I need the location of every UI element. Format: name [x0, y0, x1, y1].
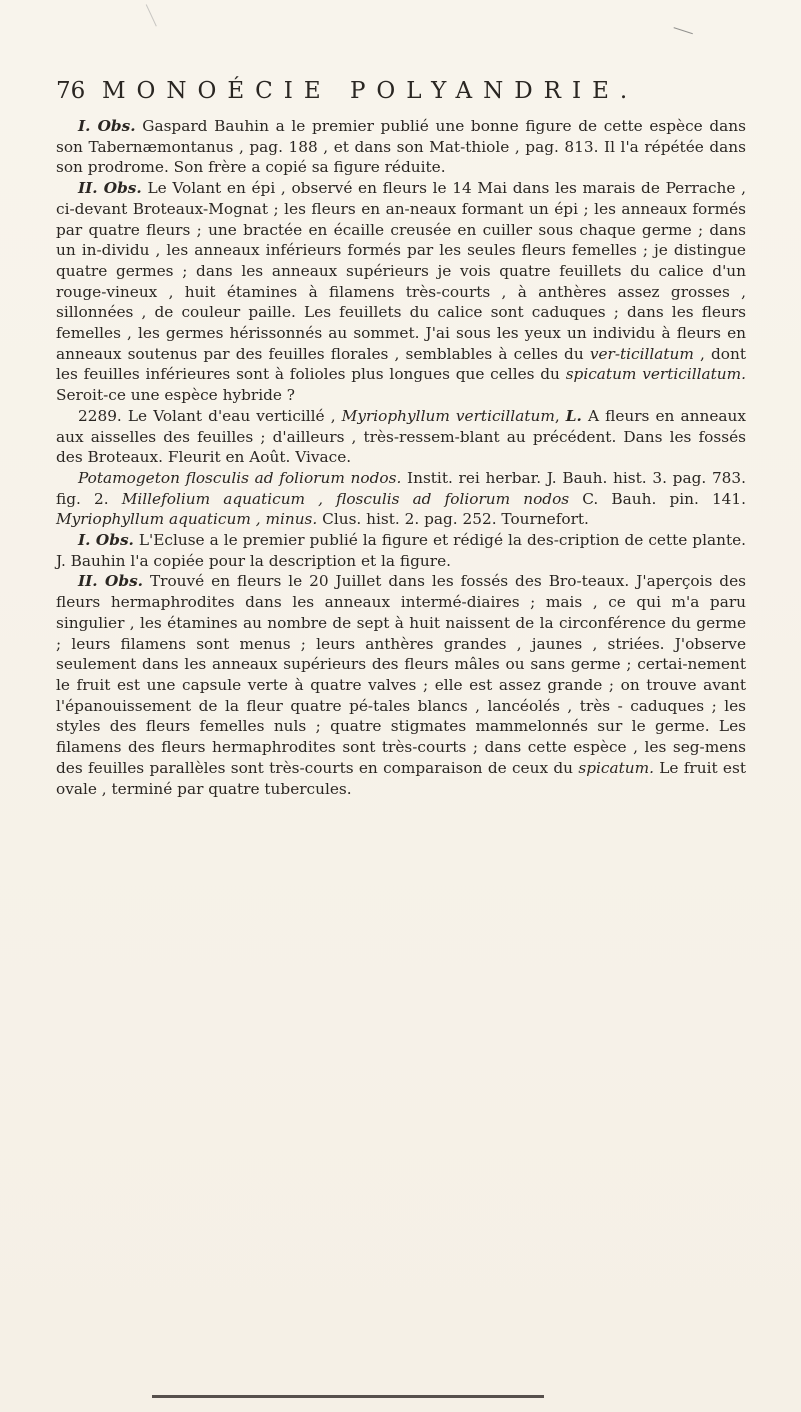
page-number: 76: [56, 78, 86, 104]
text-segment: Myriophyllum aquaticum , minus.: [56, 510, 318, 529]
text-segment: A fleurs en anneaux aux aisselles des feuilles ; d'ailleurs , très-ressem-blant au précédent. Dans les fossés des Broteaux. Fleurit en Août. Vivace.: [56, 406, 746, 467]
body-text: [56, 116, 746, 799]
text-segment: spicatum.: [578, 758, 654, 777]
margin-pen-mark: [671, 27, 693, 42]
paragraph: [56, 116, 746, 178]
text-segment: Seroit-ce une espèce hybride ?: [56, 386, 295, 405]
text-segment: II. Obs.: [78, 572, 144, 591]
text-segment: spicatum verticillatum.: [565, 365, 746, 384]
text-segment: Potamogeton flosculis ad foliorum nodos.: [78, 468, 402, 487]
text-segment: Trouvé en fleurs le 20 Juillet dans les fossés des Bro-teaux. J'aperçois des fleurs hermaphrodites dans les anneaux intermé-diaires ; mais , ce qui m'a paru singulier , les étamines au nombre de sept à huit naissent de la circonférence du germe ; leurs filamens sont menus ; leurs anthères grandes , jaunes , striées. J'observe seulement dans les anneaux supérieurs des fleurs mâles ou sans germe ; certai-nement le fruit est une capsule verte à quatre valves ; elle est assez grande ; on trouve avant l'épanouissement de la fleur quatre pé-tales blancs , lancéolés , très - caduques ; les styles des fleurs femelles nuls ; quatre stigmates mammelonnés sur le germe. Les filamens des fleurs hermaphrodites sont très-courts ; dans cette espèce , les seg-mens des feuilles parallèles sont très-courts en comparaison de ceux du: [56, 572, 747, 777]
text-segment: Le Volant en épi , observé en fleurs le 14 Mai dans les marais de Perrache , ci-devant Broteaux-Mognat ; les fleurs en an-neaux formant un épi ; les anneaux formés par quatre fleurs ; une bractée en écaille creusée en cuiller sous chaque germe ; dans un in-dividu , les anneaux inférieurs formés par les seules fleurs femelles ; je distingue quatre germes ; dans les anneaux supérieurs je vois quatre feuillets du calice d'un rouge-vineux , huit étamines à filamens très-courts , à anthères assez grosses , sillonnées , de couleur paille. Les feuillets du calice sont caduques ; dans les fleurs femelles , les germes hérissonnés au sommet. J'ai sous les yeux un individu à fleurs en anneaux soutenus par des feuilles florales , semblables à celles du: [56, 179, 746, 363]
page-header: [56, 78, 746, 112]
paragraph: [56, 530, 746, 571]
bottom-rule: [152, 1395, 544, 1398]
paragraph: [56, 406, 746, 468]
text-segment: L'Ecluse a le premier publié la figure et rédigé la des-cription de cette plante. J. Bauhin l'a copiée pour la description et la figure.: [56, 531, 747, 570]
text-segment: ver-ticillatum: [589, 344, 694, 363]
text-segment: I. Obs.: [78, 531, 134, 550]
text-segment: Myriophyllum verticillatum: [341, 406, 555, 425]
margin-pen-mark: [146, 0, 172, 26]
text-segment: II. Obs.: [78, 179, 142, 198]
text-segment: Instit. rei herbar. J. Bauh. hist. 3. pag. 783. fig. 2.: [56, 468, 747, 508]
text-segment: ,: [554, 406, 566, 425]
text-segment: , dont les feuilles inférieures sont à folioles plus longues que celles du: [56, 344, 746, 384]
text-segment: C. Bauh. pin. 141.: [569, 489, 747, 508]
text-segment: Millefolium aquaticum , flosculis ad foliorum nodos: [121, 489, 570, 508]
text-segment: L.: [565, 406, 582, 425]
running-head: MONOÉCIE POLYANDRIE.: [102, 78, 639, 104]
paragraph: [56, 178, 746, 406]
paragraph: [56, 468, 746, 530]
text-segment: I. Obs.: [78, 117, 136, 135]
text-segment: Clus. hist. 2. pag. 252. Tournefort.: [317, 510, 589, 529]
text-segment: 2289. Le Volant d'eau verticillé ,: [78, 406, 342, 425]
paragraph: [56, 571, 746, 799]
text-segment: Gaspard Bauhin a le premier publié une bonne figure de cette espèce dans son Tabernæmontanus , pag. 188 , et dans son Mat-thiole , pag. 813. Il l'a répétée dans son prodrome. Son frère a copié sa figure réduite.: [56, 117, 746, 177]
text-segment: Le fruit est ovale , terminé par quatre tubercules.: [56, 758, 746, 798]
